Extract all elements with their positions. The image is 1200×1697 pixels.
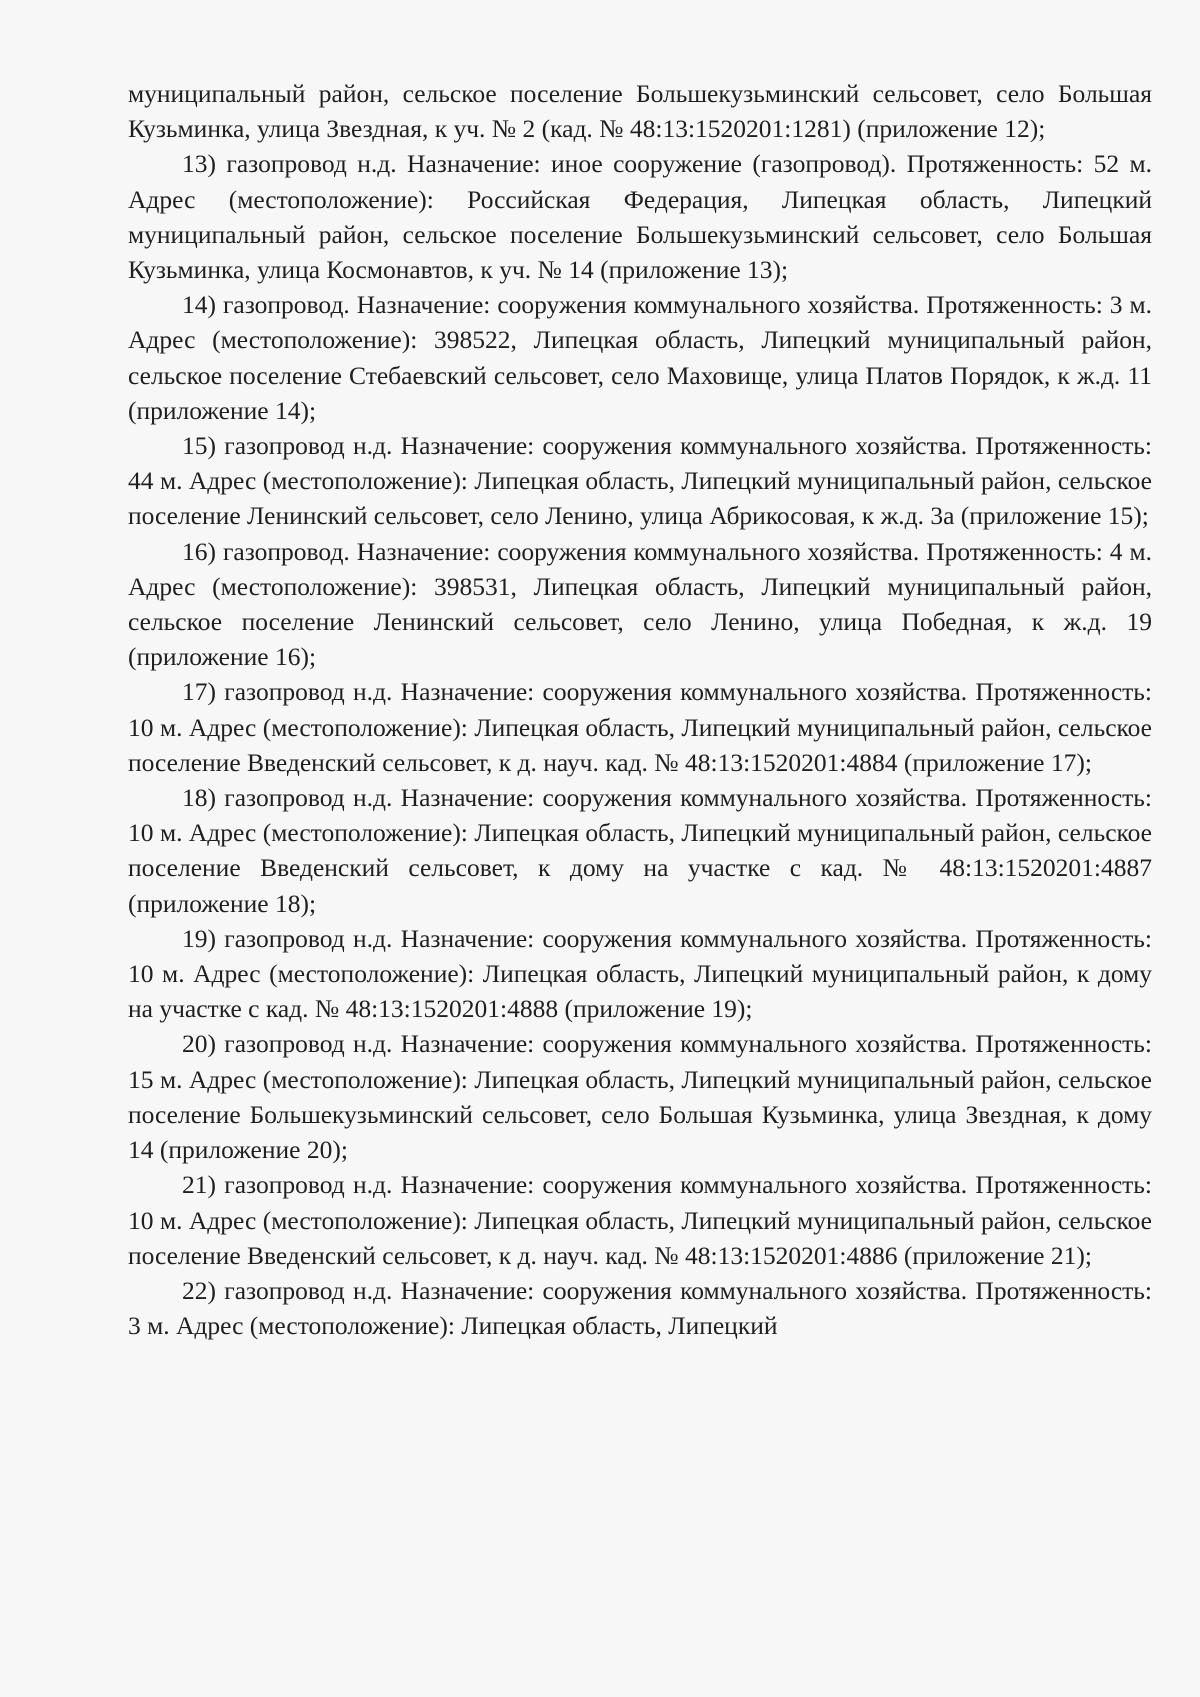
list-item-21: 21) газопровод н.д. Назначение: сооружения коммунального хозяйства. Протяженность: 10 м. Адрес (местоположение): Липецкая область, Липецкий муниципальный район, сельское поселение Введенский сельсовет, к д. науч. кад. № 48:13:1520201:4886 (приложение 21); <box>128 1170 1152 1270</box>
list-item-17: 17) газопровод н.д. Назначение: сооружения коммунального хозяйства. Протяженность: 10 м. Адрес (местоположение): Липецкая область, Липецкий муниципальный район, сельское поселение Введенский сельсовет, к д. науч. кад. № 48:13:1520201:4884 (приложение 17); <box>128 677 1152 777</box>
document-body <box>128 76 1152 1343</box>
paragraph-continuation: муниципальный район, сельское поселение Большекузьминский сельсовет, село Большая Кузьминка, улица Звездная, к уч. № 2 (кад. № 48:13:1520201:1281) (приложение 12); <box>128 79 1152 144</box>
list-item-19: 19) газопровод н.д. Назначение: сооружения коммунального хозяйства. Протяженность: 10 м. Адрес (местоположение): Липецкая область, Липецкий муниципальный район, к дому на участке с кад. № 48:13:1520201:4888 (приложение 19); <box>128 923 1152 1024</box>
list-item-15: 15) газопровод н.д. Назначение: сооружения коммунального хозяйства. Протяженность: 44 м. Адрес (местоположение): Липецкая область, Липецкий муниципальный район, сельское поселение Ленинский сельсовет, село Ленино, улица Абрикосовая, к ж.д. 3а (приложение 15); <box>128 431 1152 531</box>
list-item-14: 14) газопровод. Назначение: сооружения коммунального хозяйства. Протяженность: 3 м. Адрес (местоположение): 398522, Липецкая область, Липецкий муниципальный район, сельское поселение Стебаевский сельсовет, село Маховище, улица Платов Порядок, к ж.д. 11 (приложение 14); <box>128 290 1152 425</box>
list-item-18: 18) газопровод н.д. Назначение: сооружения коммунального хозяйства. Протяженность: 10 м. Адрес (местоположение): Липецкая область, Липецкий муниципальный район, сельское поселение Введенский сельсовет, к дому на участке с кад. № 48:13:1520201:4887 (приложение 18); <box>128 783 1152 918</box>
list-item-22: 22) газопровод н.д. Назначение: сооружения коммунального хозяйства. Протяженность: 3 м. Адрес (местоположение): Липецкая область, Липецкий <box>128 1275 1152 1341</box>
list-item-20: 20) газопровод н.д. Назначение: сооружения коммунального хозяйства. Протяженность: 15 м. Адрес (местоположение): Липецкая область, Липецкий муниципальный район, сельское поселение Большекузьминский сельсовет, село Большая Кузьминка, улица Звездная, к дому 14 (приложение 20); <box>128 1029 1152 1165</box>
list-item-13: 13) газопровод н.д. Назначение: иное сооружение (газопровод). Протяженность: 52 м. Адрес (местоположение): Российская Федерация, Липецкая область, Липецкий муниципальный район, сельское поселение Большекузьминский сельсовет, село Большая Кузьминка, улица Космонавтов, к уч. № 14 (приложение 13); <box>128 149 1152 285</box>
list-item-16: 16) газопровод. Назначение: сооружения коммунального хозяйства. Протяженность: 4 м. Адрес (местоположение): 398531, Липецкая область, Липецкий муниципальный район, сельское поселение Ленинский сельсовет, село Ленино, улица Победная, к ж.д. 19 (приложение 16); <box>128 536 1152 672</box>
